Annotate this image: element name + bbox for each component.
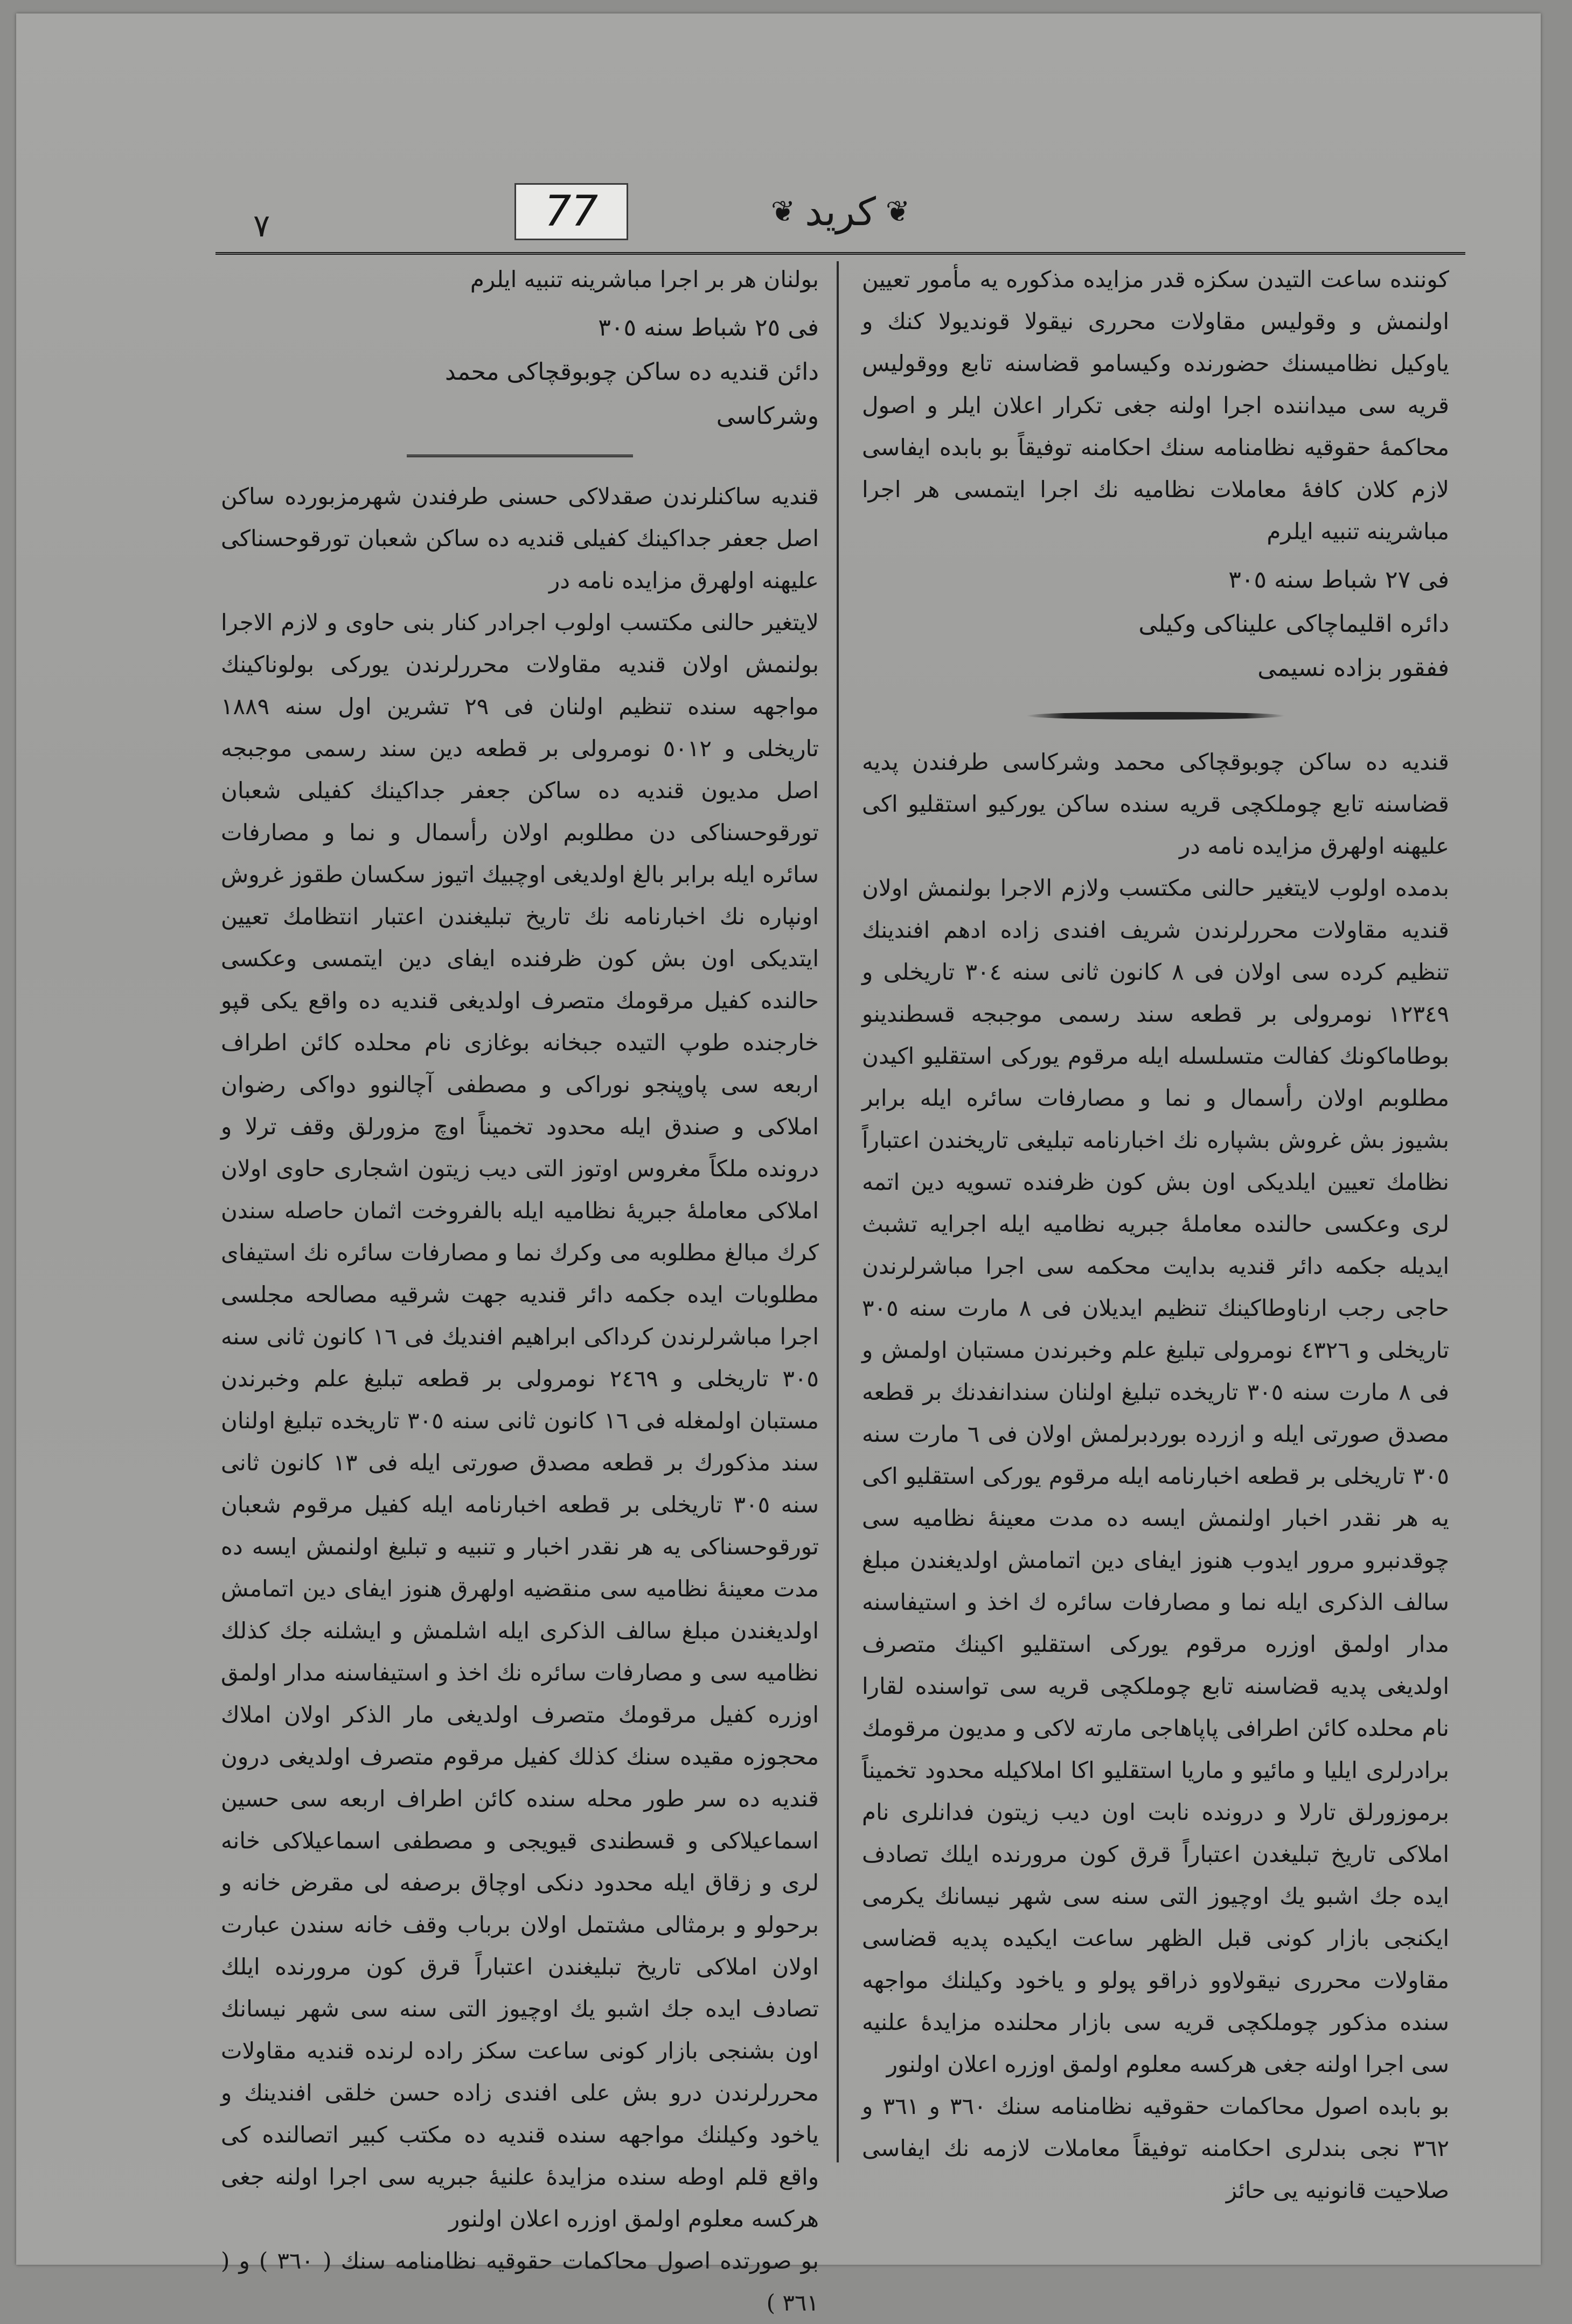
column-divider [837,261,839,2162]
section-divider [407,455,633,457]
notice-1-signature-line-2: ففقور بزاده نسيمى [1257,654,1449,682]
notice-1-signature-line-1: دائره اقليماچاكى عليناكى وكيلى [1138,610,1449,638]
right-column [862,259,1449,2211]
masthead-title: كريد [805,189,876,234]
archive-page-stamp: 77 [514,183,628,240]
notice-1-signature-line-2: وشركاسى [716,402,819,430]
notice-2-body: لايتغير حالنى مكتسب اولوب اجرادر كنار بنى حاوى و لازم الاجرا بولنمش اولان قنديه مقاولات محررلرندن يوركى بولوناكينك مواجهه سنده تنظيم اولنان فى ٢٩ تشرين اول سنه ١٨٨٩ تاريخلى و ٥٠١٢ نومرولى بر قطعه دين سند رسمى موجبجه اصل مديون قنديه ده ساكن جعفر جداكينك كفيلى شعبان تورقوحسناكى دن مطلوبم اولان رأسمال و نما و مصارفات سائره ايله برابر بالغ اولديغى اوچبيك اتيوز سكسان طقوز غروش اونپاره نك اخبارنامه نك تاريخ تبليغندن اعتبار انتظامك تعيين ايتديكى اون بش كون ظرفنده ايفاى دين ايتمسى وعكسى حالنده كفيل مرقومك متصرف اولديغى قنديه ده واقع يكى قپو خارجنده طوپ التيده جبخانه بوغازى نام محلده كائن اطراف اربعه سى پاوپنجو نوراكى و مصطفى آچالنوو دواكى رضوان املاكى و صندق ايله محدود تخميناً اوچ مزورلق وقف ترلا و درونده ملكاً مغروس اوتوز التى ديب زيتون اشجارى حاوى اولان املاكى معاملهٔ جبريهٔ نظاميه ايله بالفروخت اثمان حاصله سندن كرك مبالغ مطلوبه مى وكرك نما و مصارفات سائره نك استيفاى مطلوبات ايده جكمه دائر قنديه جهت شرقيه مصالحه مجلسى اجرا مباشرلرندن كرداكى ابراهيم افنديك فى ١٦ كانون ثانى سنه ٣٠٥ تاريخلى و ٢٤٦٩ نومرولى بر قطعه تبليغ علم وخبرندن مستبان اولمغله فى ١٦ كانون ثانى سنه ٣٠٥ تاريخده تبليغ اولنان سند مذكورك بر قطعه مصدق صورتى ايله فى ١٣ كانون ثانى سنه ٣٠٥ تاريخلى بر قطعه اخبارنامه ايله كفيل مرقوم شعبان تورقوحسناكى يه هر نقدر اخبار و تنبيه و تبليغ اولنمش ايسه ده مدت معينهٔ نظاميه سى منقضيه اولهرق هنوز ايفاى دين اتمامش اولديغندن مبلغ سالف الذكرى ايله اشلمش و ايشلنه جك كذلك نظاميه سى و مصارفات سائره نك اخذ و استيفاسنه مدار اولمق اوزره كفيل مرقومك متصرف اولديغى مار الذكر اولان املاك محجوزه مقيده سنك كذلك كفيل مرقوم متصرف اولديغى درون قنديه ده سر طور محله سنده كائن اطراف اربعه سى حسين اسماعيلاكى و قسطندى قيويجى و مصطفى اسماعيلاكى خانه لرى و زقاق ايله محدود دنكى اوچاق برصفه لى مقرض خانه و برحولو و برمثالى مشتمل اولان برباب وقف خانه سندن عبارت اولان املاكى تاريخ تبليغندن اعتباراً قرق كون مرورنده ايلك تصادف ايده جك اشبو يك اوچيوز التى سنه سى شهر نيسانك اون بشنجى بازار كونى ساعت سكز راده لرنده قنديه مقاولات محررلرندن درو بش على افندى زاده حسن خلقى افندينك و ياخود وكيلنك مواجهه سنده قنديه ده مكتب كبير اتصالنده كى واقع قلم اوطه سنده مزايدهٔ علنيهٔ جبريه سى اجرا اولنه جغى هركسه معلوم اولمق اوزره اعلان اولنور [221,609,819,2232]
newspaper-masthead [673,186,1007,237]
header-rule [215,252,1465,255]
notice-2-title: قنديه ساكنلرندن صقدلاكى حسنى طرفندن شهرمزبورده ساكن اصل جعفر جداكينك كفيلى قنديه ده ساكن شعبان تورقوحسناكى عليهنه اولهرق مزايده نامه در [221,483,819,594]
notice-2-closing: بو صورتده اصول محاكمات حقوقيه نظامنامه سنك ( ٣٦٠ ) و ( ٣٦١ ) [221,2248,819,2316]
notice-1-date: فى ٢٧ شباط سنه ٣٠٥ [1228,566,1449,594]
notice-1-continuation: كوننده ساعت التيدن سكزه قدر مزايده مذكوره يه مأمور تعيين اولنمش و وقوليس مقاولات محررى نيقولا قونديولا كنك و ياوكيل نظاميسنك حضورنده وكيسامو قضاسنه تابع ووقوليس قريه سى ميداننده اجرا اولنه جغى تكرار اعلان ايلر و اصول محاكمهٔ حقوقيه نظامنامه سنك احكامنه توفيقاً بو بابده ايفاسى لازم كلان كافهٔ معاملات نظاميه نك اجرا ايتمسى هر اجرا مباشرينه تنبيه ايلرم [862,266,1449,545]
notice-2-body: بدمده اولوب لايتغير حالنى مكتسب ولازم الاجرا بولنمش اولان قنديه مقاولات محررلرندن شريف افندى زاده ادهم افندينك تنظيم كرده سى اولان فى ٨ كانون ثانى سنه ٣٠٤ تاريخلى و ١٢٣٤٩ نومرولى بر قطعه سند رسمى موجبجه قسطندينو بوطاماكونك كفالت متسلسله ايله مرقوم يوركى استقليو اكيدن مطلوبم اولان رأسمال و نما و مصارفات سائره ايله برابر بشيوز بش غروش بشپاره نك اخبارنامه تبليغى تاريخندن اعتباراً نظامك تعيين ايلديكى اون بش كون ظرفنده تسويه دين اتمه لرى وعكسى حالنده معاملهٔ جبريه نظاميه ايله اجرايه تشبث ايديله جكمه دائر قنديه بدايت محكمه سى اجرا مباشرلرندن حاجى رجب ارناوطاكينك تنظيم ايديلان فى ٨ مارت سنه ٣٠٥ تاريخلى و ٤٣٢٦ نومرولى تبليغ علم وخبرندن مستبان اولمش و فى ٨ مارت سنه ٣٠٥ تاريخده تبليغ اولنان سندانفدنك بر قطعه مصدق صورتى ايله و ازرده بوردبرلمش اولان فى ٦ مارت سنه ٣٠٥ تاريخلى بر قطعه اخبارنامه ايله مرقوم يوركى استقليو اكى يه هر نقدر اخبار اولنمش ايسه ده مدت معينهٔ نظاميه سى چوقدنبرو مرور ايدوب هنوز ايفاى دين اتمامش اولديغندن مبلغ سالف الذكرى ايله نما و مصارفات سائره ك اخذ و استيفاسنه مدار اولمق اوزره مرقوم يوركى استقليو اكينك متصرف اولديغى پديه قضاسنه تابع چوملكچى قريه سى تواسنده لقارا نام محلده كائن اطرافى پاپاهاجى مارته لاكى و مديون مرقومك برادرلرى ايليا و مائيو و ماريا استقليو اكا املاكيله محدود تخميناً برموزورلق تارلا و درونده نابت اون ديب زيتون فدانلرى نام املاكى تاريخ تبليغدن اعتباراً قرق كون مرورنده ايلك تصادف ايده جك اشبو يك اوچيوز التى سنه سى شهر نيسانك يكرمى ايكنجى بازار كونى قبل الظهر ساعت ايكيده پديه قضاسى مقاولات محررى نيقولاوو ذراقو پولو و ياخود وكيلنك مواجهه سنده مذكور چوملكچى قريه سى بازار محلنده مزايدهٔ علنيه سى اجرا اولنه جغى هركسه معلوم اولمق اوزره اعلان اولنور [862,875,1450,2077]
ornamental-divider [1026,712,1285,720]
notice-1-signature-line-1: دائن قنديه ده ساكن چوبوقچاكى محمد [445,358,819,386]
notice-2-title: قنديه ده ساكن چوبوقچاكى محمد وشركاسى طرفندن پديه قضاسنه تابع چوملكچى قريه سنده ساكن يوركيو استقليو اكى عليهنه اولهرق مزايده نامه در [862,749,1449,859]
left-column [221,259,819,2324]
left-ornament-icon: ❦ [885,194,910,228]
right-ornament-icon: ❦ [770,194,796,228]
notice-1-date: فى ٢٥ شباط سنه ٣٠٥ [598,314,819,341]
notice-2-closing: بو بابده اصول محاكمات حقوقيه نظامنامه سنك ٣٦٠ و ٣٦١ و ٣٦٢ نجى بندلرى احكامنه توفيقاً معاملات لازمه نك ايفاسى صلاحيت قانونيه يى حائز [862,2093,1450,2203]
page-number: ٧ [253,207,270,244]
notice-1-end: بولنان هر بر اجرا مباشرينه تنبيه ايلرم [470,266,819,292]
